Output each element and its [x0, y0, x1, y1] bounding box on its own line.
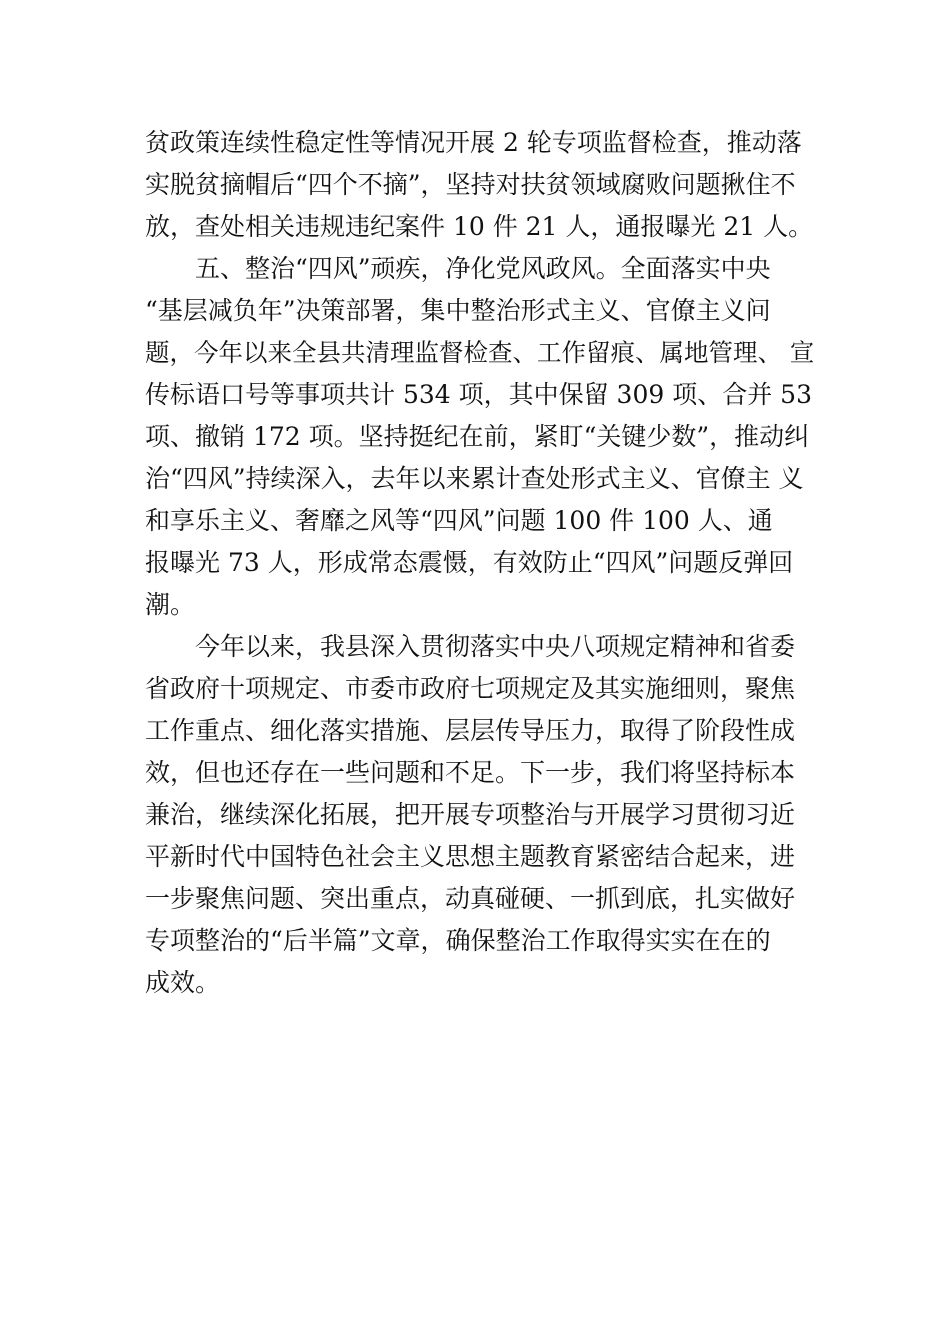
text-line: 兼治，继续深化拓展，把开展专项整治与开展学习贯彻习近	[145, 800, 796, 829]
text-line: 传标语口号等事项共计 534 项，其中保留 309 项、合并 53	[145, 380, 812, 409]
text-line: 效，但也还存在一些问题和不足。下一步，我们将坚持标本	[145, 758, 796, 787]
text-line: 专项整治的“后半篇”文章，确保整治工作取得实实在在的	[145, 926, 771, 955]
text-line: 省政府十项规定、市委市政府七项规定及其实施细则，聚焦	[145, 674, 796, 703]
text-line: 贫政策连续性稳定性等情况开展 2 轮专项监督检查，推动落	[145, 128, 802, 157]
text-line: 项、撤销 172 项。坚持挺纪在前，紧盯“关键少数”，推动纠	[145, 422, 810, 451]
text-line: 治“四风”持续深入，去年以来累计查处形式主义、官僚主 义	[145, 464, 804, 493]
text-line: 题，今年以来全县共清理监督检查、工作留痕、属地管理、 宣	[145, 338, 815, 367]
text-line: 放，查处相关违规违纪案件 10 件 21 人，通报曝光 21 人。	[145, 212, 814, 241]
text-line: 一步聚焦问题、突出重点，动真碰硬、一抓到底，扎实做好	[145, 884, 796, 913]
paragraph-heading-line: 五、整治“四风”顽疾，净化党风政风。全面落实中央	[195, 254, 771, 283]
paragraph-start-line: 今年以来，我县深入贯彻落实中央八项规定精神和省委	[195, 632, 796, 661]
text-line: 和享乐主义、奢靡之风等“四风”问题 100 件 100 人、通	[145, 506, 773, 535]
text-line: “基层减负年”决策部署，集中整治形式主义、官僚主义问	[145, 296, 771, 325]
text-line: 平新时代中国特色社会主义思想主题教育紧密结合起来，进	[145, 842, 796, 871]
text-line: 潮。	[145, 590, 196, 619]
text-line: 实脱贫摘帽后“四个不摘”，坚持对扶贫领域腐败问题揪住不	[145, 170, 796, 199]
text-line: 工作重点、细化落实措施、层层传导压力，取得了阶段性成	[145, 716, 796, 745]
text-line: 报曝光 73 人，形成常态震慑，有效防止“四风”问题反弹回	[145, 548, 794, 577]
text-line: 成效。	[145, 968, 221, 997]
